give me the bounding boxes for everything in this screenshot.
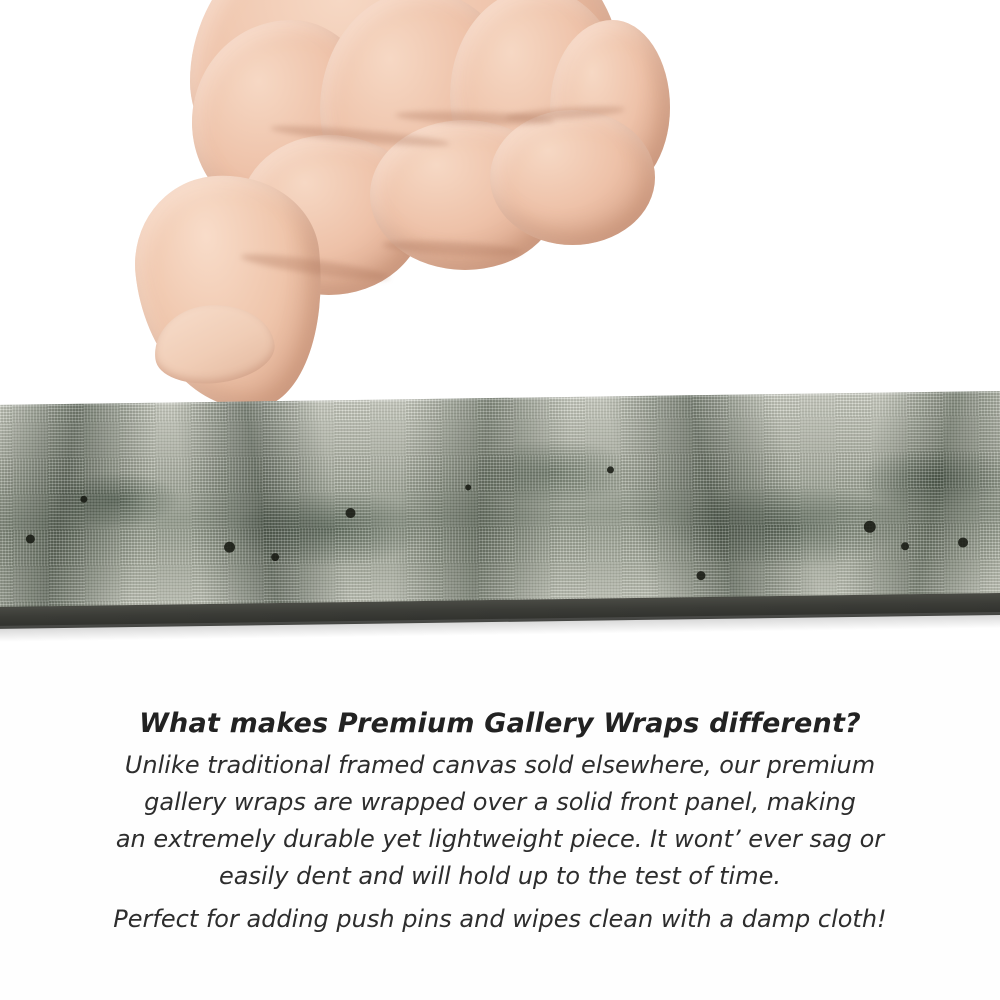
hand-illustration bbox=[120, 0, 640, 440]
paint-speck bbox=[607, 466, 614, 473]
paint-speck bbox=[345, 508, 355, 518]
paint-speck bbox=[696, 571, 705, 580]
caption-line-4: easily dent and will hold up to the test of time. bbox=[218, 862, 781, 890]
paint-speck bbox=[465, 484, 471, 490]
caption-line-1: Unlike traditional framed canvas sold elsewhere, our premium bbox=[124, 751, 876, 779]
canvas-print-texture bbox=[0, 391, 1000, 620]
caption-heading: What makes Premium Gallery Wraps different? bbox=[139, 708, 861, 739]
paint-speck bbox=[271, 553, 279, 561]
paint-speck bbox=[26, 534, 35, 543]
caption-block bbox=[0, 660, 1000, 938]
paint-speck bbox=[901, 542, 909, 550]
canvas-wrap-face bbox=[0, 391, 1000, 620]
caption-closing-line: Perfect for adding push pins and wipes clean with a damp cloth! bbox=[113, 905, 887, 933]
paint-speck bbox=[80, 496, 87, 503]
caption-line-3: an extremely durable yet lightweight piece. It wont’ ever sag or bbox=[115, 825, 885, 853]
finger-3 bbox=[490, 110, 655, 245]
paint-speck bbox=[864, 521, 876, 533]
caption-line-2: gallery wraps are wrapped over a solid front panel, making bbox=[144, 788, 856, 816]
